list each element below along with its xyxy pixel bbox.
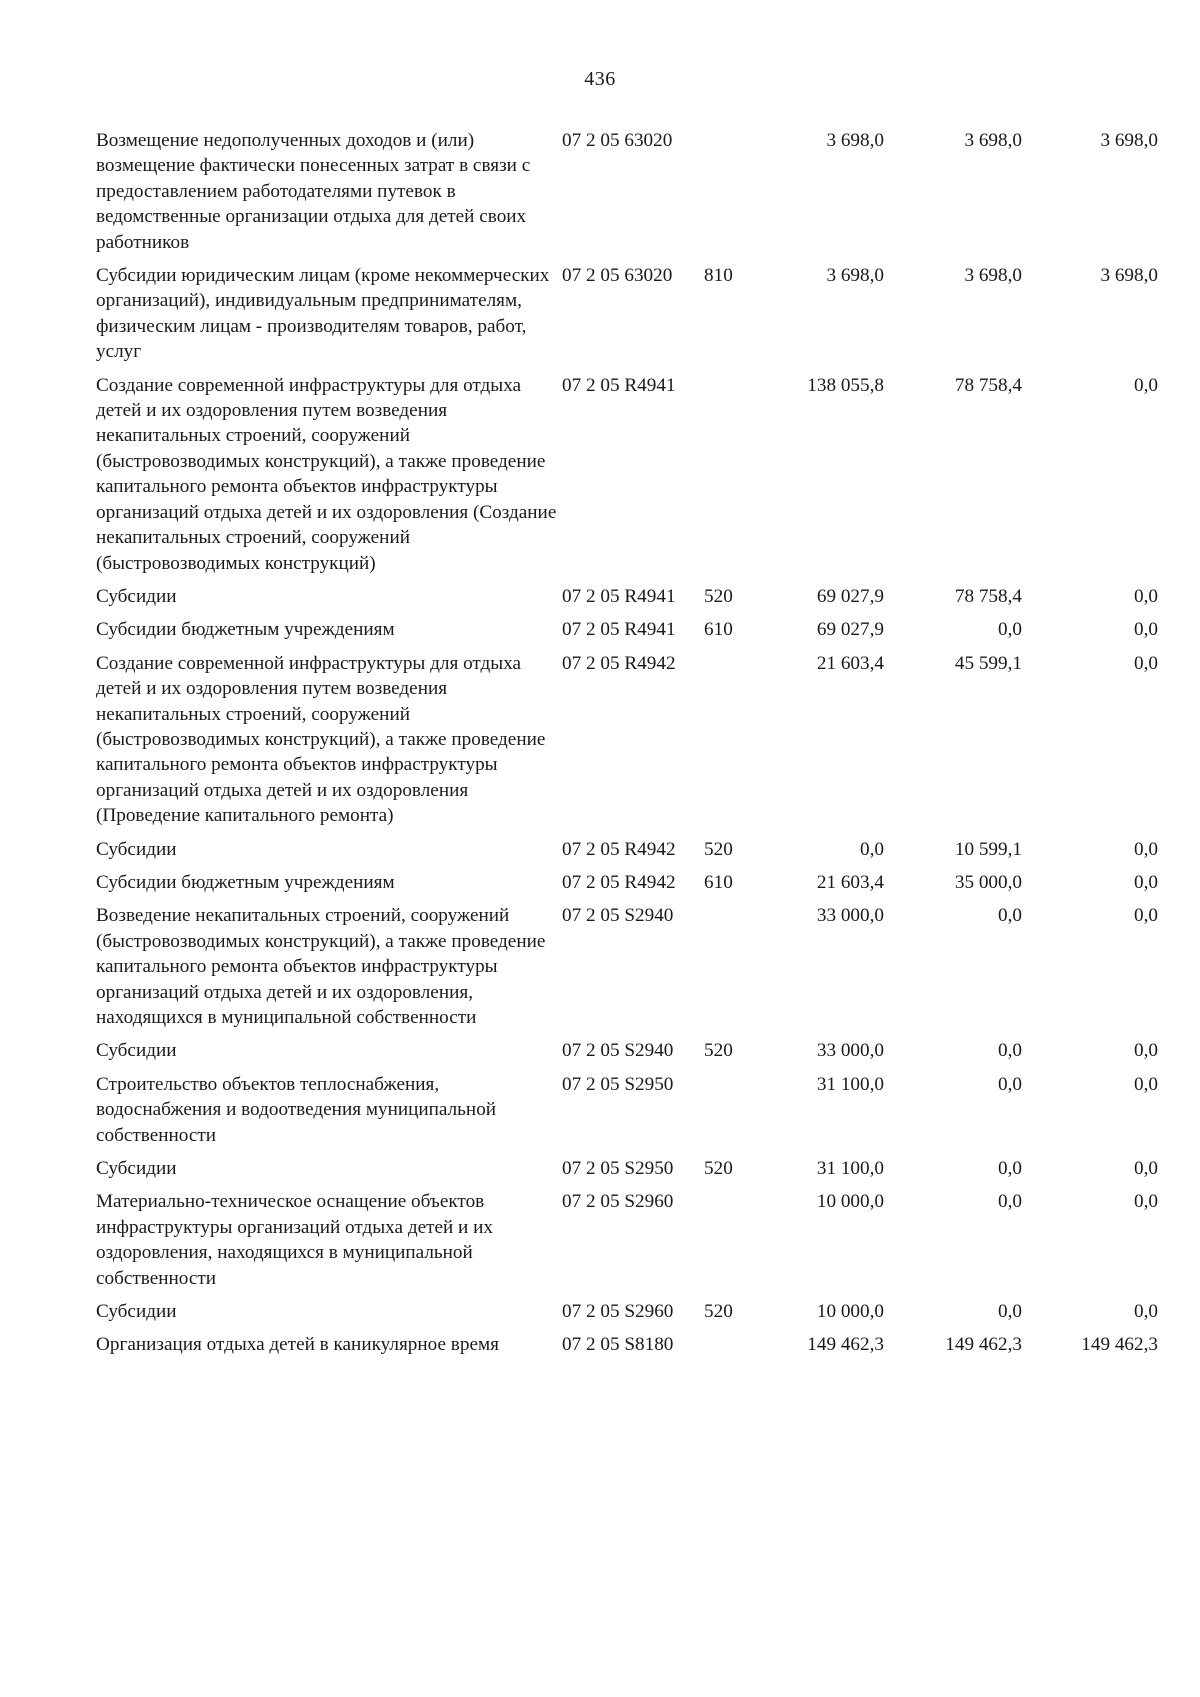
table-row — [96, 837, 1158, 870]
row-amount-year-2: 10 599,1 — [954, 838, 1022, 860]
row-target-code: 07 2 05 S2960 — [562, 1191, 674, 1213]
row-amount-year-1: 31 100,0 — [816, 1158, 884, 1180]
row-amount-year-2: 0,0 — [998, 905, 1022, 927]
row-amount-year-2: 3 698,0 — [964, 265, 1022, 287]
row-name: Субсидии юридическим лицам (кроме некоммерческих организаций), индивидуальным предпринимателям, физическим лицам - производителям товаров, работ, услуг — [96, 265, 550, 363]
row-amount-year-2: 0,0 — [998, 1158, 1022, 1180]
row-target-code: 07 2 05 R4941 — [562, 374, 676, 396]
row-amount-year-2: 35 000,0 — [954, 871, 1022, 893]
row-expense-type — [704, 1332, 746, 1365]
row-target-code: 07 2 05 S2940 — [562, 1040, 674, 1062]
row-name: Субсидии — [96, 1158, 177, 1180]
row-amount-year-1: 69 027,9 — [816, 619, 884, 641]
row-target-code: 07 2 05 63020 — [562, 265, 673, 287]
table-row — [96, 651, 1158, 837]
row-target-code: 07 2 05 S2960 — [562, 1301, 674, 1323]
row-amount-year-1: 149 462,3 — [807, 1334, 884, 1356]
budget-table — [96, 128, 1158, 1366]
row-target-code: 07 2 05 R4942 — [562, 652, 676, 674]
row-expense-type: 520 — [704, 1301, 733, 1323]
row-name: Субсидии — [96, 1040, 177, 1062]
row-expense-type: 520 — [704, 585, 733, 607]
row-amount-year-3: 0,0 — [1134, 1301, 1158, 1323]
row-amount-year-3: 0,0 — [1134, 652, 1158, 674]
row-amount-year-3: 0,0 — [1134, 1040, 1158, 1062]
row-amount-year-2: 3 698,0 — [964, 130, 1022, 151]
row-amount-year-3: 0,0 — [1134, 1158, 1158, 1180]
row-amount-year-1: 33 000,0 — [816, 905, 884, 927]
row-amount-year-3: 0,0 — [1134, 871, 1158, 893]
row-amount-year-1: 3 698,0 — [826, 265, 884, 287]
row-amount-year-3: 0,0 — [1134, 838, 1158, 860]
row-amount-year-3: 0,0 — [1134, 374, 1158, 396]
row-expense-type: 520 — [704, 1040, 733, 1062]
row-amount-year-1: 10 000,0 — [816, 1301, 884, 1323]
row-amount-year-2: 149 462,3 — [945, 1334, 1022, 1356]
row-name: Создание современной инфраструктуры для отдыха детей и их оздоровления путем возведения некапитальных строений, сооружений (быстровозводимых конструкций), а также проведение капитального ремонта объектов инфраструктуры организаций отдыха детей и их оздоровления (Создание некапитальных строений, сооружений (быстровозводимых конструкций) — [96, 374, 557, 574]
row-expense-type: 520 — [704, 838, 733, 860]
row-name: Субсидии — [96, 585, 177, 607]
table-row — [96, 903, 1158, 1038]
row-amount-year-3: 3 698,0 — [1100, 265, 1158, 287]
row-amount-year-1: 0,0 — [860, 838, 884, 860]
row-name: Создание современной инфраструктуры для отдыха детей и их оздоровления путем возведения некапитальных строений, сооружений (быстровозводимых конструкций), а также проведение капитального ремонта объектов инфраструктуры организаций отдыха детей и их оздоровления (Проведение капитального ремонта) — [96, 652, 546, 827]
row-target-code: 07 2 05 63020 — [562, 130, 673, 151]
row-expense-type: 810 — [704, 265, 733, 287]
row-expense-type: 520 — [704, 1158, 733, 1180]
row-amount-year-1: 21 603,4 — [816, 871, 884, 893]
table-row — [96, 870, 1158, 903]
row-amount-year-2: 0,0 — [998, 1191, 1022, 1213]
row-amount-year-3: 3 698,0 — [1100, 130, 1158, 151]
row-amount-year-3: 0,0 — [1134, 1191, 1158, 1213]
row-amount-year-1: 3 698,0 — [826, 130, 884, 151]
table-row — [96, 1332, 1158, 1365]
row-expense-type — [704, 1189, 746, 1299]
row-amount-year-2: 0,0 — [998, 1040, 1022, 1062]
row-name: Субсидии — [96, 1301, 177, 1323]
row-target-code: 07 2 05 R4942 — [562, 838, 676, 860]
table-row — [96, 617, 1158, 650]
row-amount-year-2: 0,0 — [998, 619, 1022, 641]
row-expense-type: 610 — [704, 871, 733, 893]
row-amount-year-2: 0,0 — [998, 1073, 1022, 1095]
row-name: Субсидии бюджетным учреждениям — [96, 619, 395, 641]
row-expense-type — [704, 373, 746, 584]
row-target-code: 07 2 05 S8180 — [562, 1334, 674, 1356]
row-target-code: 07 2 05 R4942 — [562, 871, 676, 893]
row-expense-type — [704, 128, 746, 263]
table-row — [96, 1189, 1158, 1299]
row-amount-year-1: 138 055,8 — [807, 374, 884, 396]
row-expense-type — [704, 903, 746, 1038]
row-name: Возмещение недополученных доходов и (или) возмещение фактически понесенных затрат в связи с предоставлением работодателями путевок в ведомственные организации отдыха для детей своих работников — [96, 130, 531, 253]
table-row — [96, 1072, 1158, 1156]
row-target-code: 07 2 05 S2950 — [562, 1158, 674, 1180]
row-amount-year-1: 31 100,0 — [816, 1073, 884, 1095]
row-amount-year-2: 78 758,4 — [954, 374, 1022, 396]
row-name: Организация отдыха детей в каникулярное время — [96, 1334, 499, 1356]
row-amount-year-1: 33 000,0 — [816, 1040, 884, 1062]
row-target-code: 07 2 05 R4941 — [562, 619, 676, 641]
row-amount-year-3: 0,0 — [1134, 1073, 1158, 1095]
page-number: 436 — [584, 68, 616, 90]
row-name: Материально-техническое оснащение объектов инфраструктуры организаций отдыха детей и их оздоровления, находящихся в муниципальной собственности — [96, 1191, 493, 1289]
row-name: Строительство объектов теплоснабжения, водоснабжения и водоотведения муниципальной собственности — [96, 1073, 497, 1146]
row-amount-year-3: 0,0 — [1134, 585, 1158, 607]
row-name: Возведение некапитальных строений, сооружений (быстровозводимых конструкций), а также проведение капитального ремонта объектов инфраструктуры организаций отдыха детей и их оздоровления, находящихся в муниципальной собственности — [96, 905, 546, 1028]
table-row — [96, 1156, 1158, 1189]
table-row — [96, 584, 1158, 617]
table-row — [96, 1299, 1158, 1332]
row-amount-year-1: 10 000,0 — [816, 1191, 884, 1213]
table-row — [96, 1038, 1158, 1071]
row-target-code: 07 2 05 S2950 — [562, 1073, 674, 1095]
table-row — [96, 373, 1158, 584]
table-row — [96, 128, 1158, 263]
row-target-code: 07 2 05 R4941 — [562, 585, 676, 607]
row-amount-year-3: 149 462,3 — [1081, 1334, 1158, 1356]
row-amount-year-2: 45 599,1 — [954, 652, 1022, 674]
row-target-code: 07 2 05 S2940 — [562, 905, 674, 927]
row-amount-year-1: 21 603,4 — [816, 652, 884, 674]
row-expense-type: 610 — [704, 619, 733, 641]
row-expense-type — [704, 651, 746, 837]
row-expense-type — [704, 1072, 746, 1156]
row-amount-year-3: 0,0 — [1134, 905, 1158, 927]
row-amount-year-1: 69 027,9 — [816, 585, 884, 607]
budget-table-body — [96, 128, 1158, 1366]
row-name: Субсидии — [96, 838, 177, 860]
row-amount-year-2: 78 758,4 — [954, 585, 1022, 607]
table-row — [96, 263, 1158, 373]
row-amount-year-2: 0,0 — [998, 1301, 1022, 1323]
row-amount-year-3: 0,0 — [1134, 619, 1158, 641]
row-name: Субсидии бюджетным учреждениям — [96, 871, 395, 893]
